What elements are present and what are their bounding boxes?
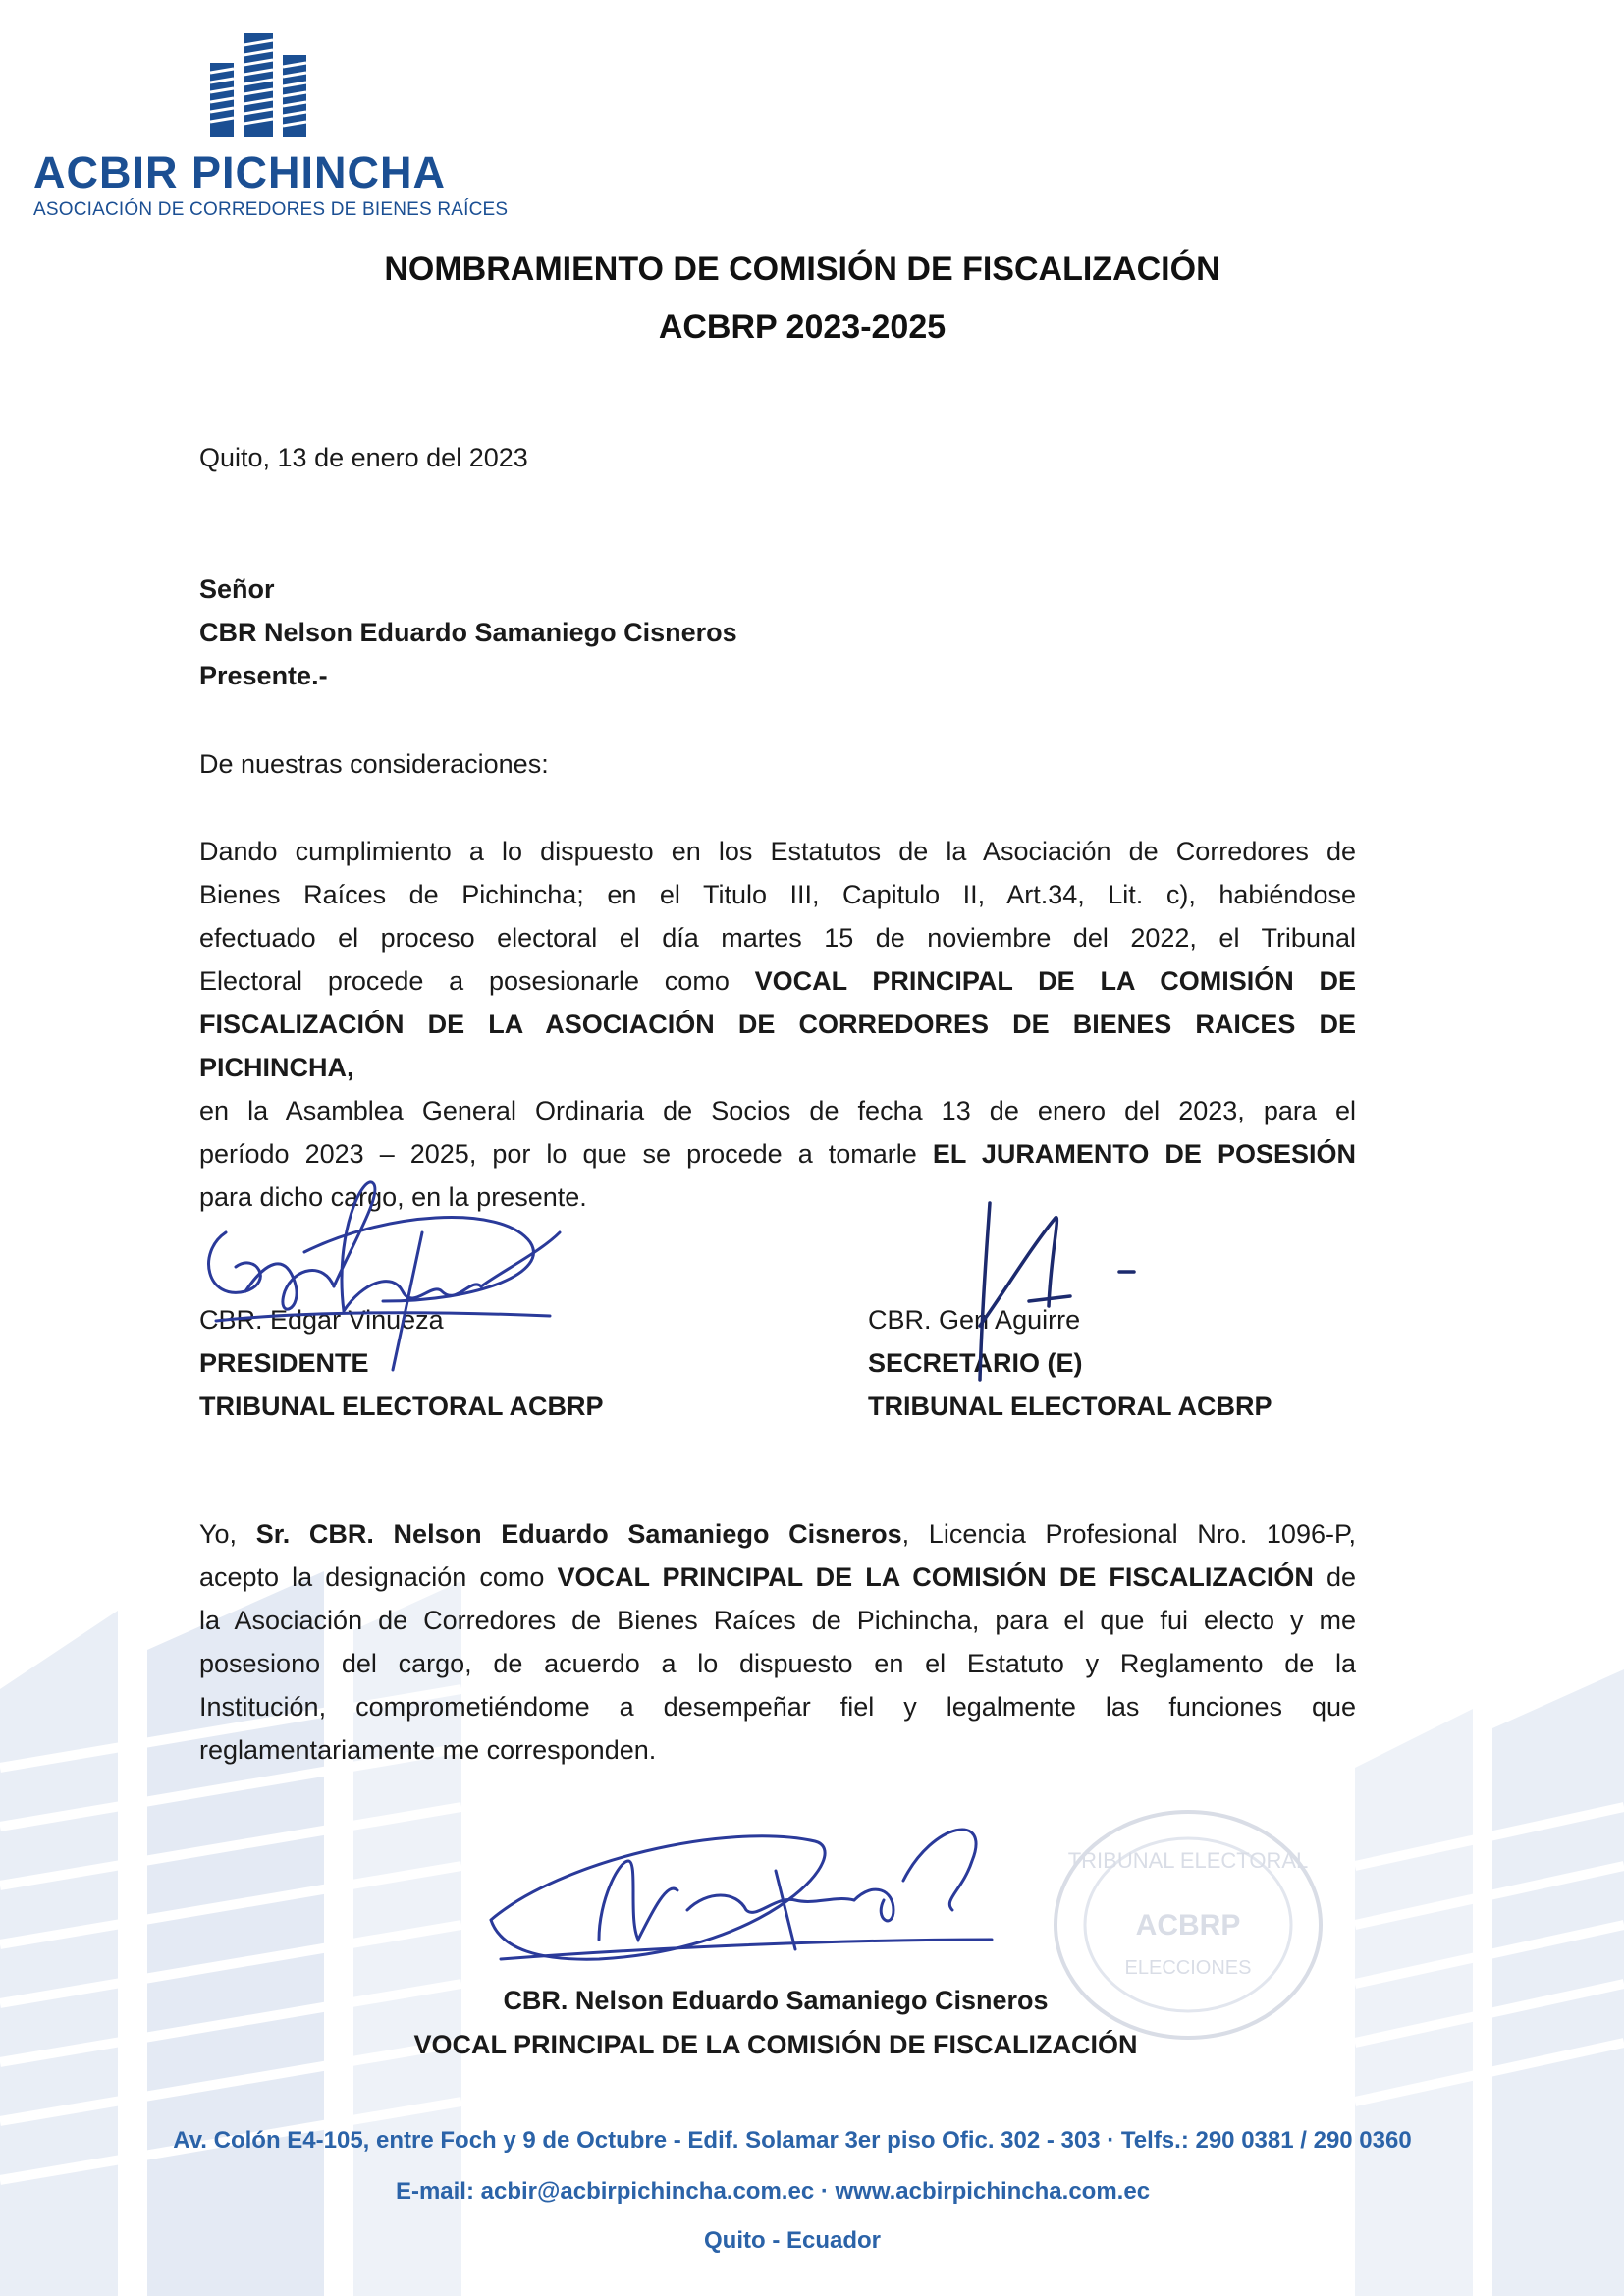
body-line — [199, 1132, 1356, 1175]
signatory-right-org: TRIBUNAL ELECTORAL ACBRP — [868, 1392, 1272, 1421]
body-text: período 2023 – 2025, por lo que se procede a tomarle — [199, 1139, 933, 1169]
body-line: en la Asamblea General Ordinaria de Socios de fecha 13 de enero del 2023, para el — [199, 1096, 1356, 1125]
body-line: Dando cumplimiento a lo dispuesto en los Estatutos de la Asociación de Corredores de — [199, 837, 1356, 866]
body-bold-text: VOCAL PRINCIPAL DE LA COMISIÓN DE — [754, 966, 1356, 996]
acceptance-line — [199, 1512, 1356, 1556]
footer-city: Quito - Ecuador — [704, 2227, 881, 2254]
body-paragraph — [199, 830, 1356, 1219]
electoral-stamp — [1041, 1797, 1335, 2052]
signatory-right-role: SECRETARIO (E) — [868, 1348, 1083, 1378]
acceptance-bold-text: VOCAL PRINCIPAL DE LA COMISIÓN DE FISCALIZACIÓN — [557, 1562, 1314, 1592]
acceptance-text: Yo, — [199, 1519, 256, 1549]
acceptance-text: de — [1313, 1562, 1356, 1592]
org-subtitle: ASOCIACIÓN DE CORREDORES DE BIENES RAÍCES — [33, 199, 509, 220]
final-signatory-name: CBR. Nelson Eduardo Samaniego Cisneros — [503, 1986, 1049, 2015]
body-line: efectuado el proceso electoral el día martes 15 de noviembre del 2022, el Tribunal — [199, 923, 1356, 953]
document-title: NOMBRAMIENTO DE COMISIÓN DE FISCALIZACIÓN — [384, 250, 1220, 288]
stamp-text-mid: ACBRP — [1135, 1909, 1241, 1941]
body-line — [199, 959, 1356, 1003]
document-subtitle: ACBRP 2023-2025 — [658, 308, 947, 346]
greeting: De nuestras consideraciones: — [199, 749, 549, 779]
signatory-right-name: CBR. Gen Aguirre — [868, 1305, 1081, 1335]
body-line: Bienes Raíces de Pichincha; en el Titulo III, Capitulo II, Art.34, Lit. c), habiéndose — [199, 880, 1356, 909]
acceptance-text: acepto la designación como — [199, 1562, 558, 1592]
signatory-left-org: TRIBUNAL ELECTORAL ACBRP — [199, 1392, 604, 1421]
acceptance-line: Institución, comprometiéndome a desempeñar fiel y legalmente las funciones que — [199, 1692, 1356, 1722]
recipient-salutation: Señor — [199, 574, 275, 604]
date-line: Quito, 13 de enero del 2023 — [199, 443, 528, 472]
final-signatory-role: VOCAL PRINCIPAL DE LA COMISIÓN DE FISCALIZACIÓN — [413, 2030, 1138, 2059]
body-line: para dicho cargo, en la presente. — [199, 1182, 587, 1212]
body-text: Electoral procede a posesionarle como — [199, 966, 755, 996]
signatory-left-name: CBR. Edgar Vinueza — [199, 1305, 444, 1335]
signature-left-handwriting — [187, 1174, 569, 1380]
acceptance-paragraph — [199, 1512, 1356, 1772]
org-name: ACBIR PICHINCHA — [33, 147, 446, 197]
acceptance-line — [199, 1556, 1356, 1599]
stamp-text-bottom: ELECCIONES — [1124, 1957, 1252, 1979]
recipient-name: CBR Nelson Eduardo Samaniego Cisneros — [199, 618, 737, 647]
signatory-left-role: PRESIDENTE — [199, 1348, 369, 1378]
stamp-text-top: TRIBUNAL ELECTORAL — [1067, 1848, 1309, 1873]
acceptance-line: posesiono del cargo, de acuerdo a lo dispuesto en el Estatuto y Reglamento de la — [199, 1649, 1356, 1678]
signature-final-handwriting — [481, 1802, 1011, 1979]
body-line: FISCALIZACIÓN DE LA ASOCIACIÓN DE CORREDORES DE BIENES RAICES DE PICHINCHA, — [199, 1010, 1356, 1082]
acceptance-bold-text: Sr. CBR. Nelson Eduardo Samaniego Cisneros — [255, 1519, 902, 1549]
acceptance-line: la Asociación de Corredores de Bienes Raíces de Pichincha, para el que fui electo y me — [199, 1606, 1356, 1635]
signature-right-handwriting — [943, 1188, 1159, 1385]
footer-contact: E-mail: acbir@acbirpichincha.com.ec · www.acbirpichincha.com.ec — [395, 2178, 1151, 2205]
buildings-logo-icon — [210, 33, 308, 137]
recipient-presente: Presente.- — [199, 661, 328, 690]
footer-address: Av. Colón E4-105, entre Foch y 9 de Octubre - Edif. Solamar 3er piso Ofic. 302 - 303 · Telfs.: 290 0381 / 290 0360 — [173, 2127, 1412, 2154]
body-bold-text: EL JURAMENTO DE POSESIÓN — [932, 1139, 1356, 1169]
acceptance-line: reglamentariamente me corresponden. — [199, 1735, 657, 1765]
acceptance-text: , Licencia Profesional Nro. 1096-P, — [901, 1519, 1357, 1549]
